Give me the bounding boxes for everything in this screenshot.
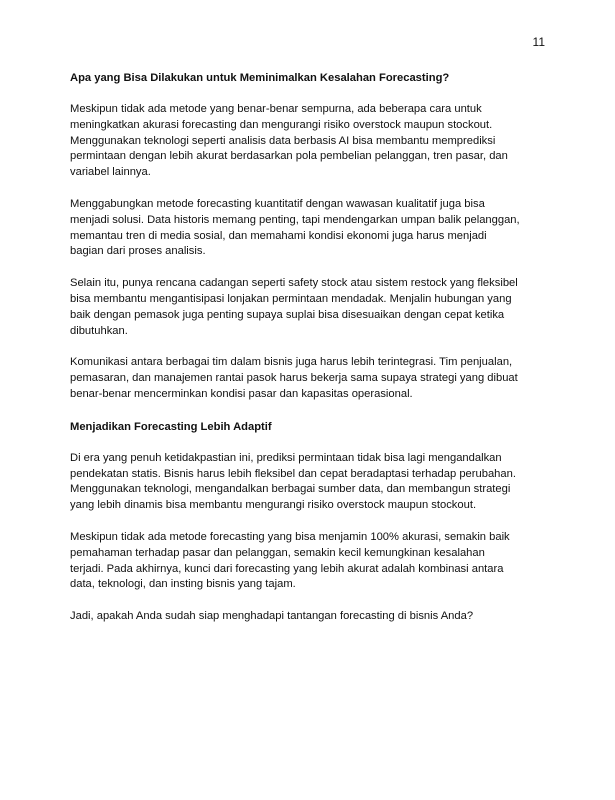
text-line: Meskipun tidak ada metode forecasting yang bisa menjamin 100% akurasi, semakin baik [70, 530, 510, 543]
text-line: pemasaran, dan manajemen rantai pasok harus bekerja sama supaya strategi yang dibuat [70, 372, 518, 385]
text-line: variabel lainnya. [70, 166, 151, 179]
section-heading-adaptive-forecasting: Menjadikan Forecasting Lebih Adaptif [70, 420, 272, 433]
text-line: baik dengan pemasok juga penting supaya suplai bisa disesuaikan dengan cepat ketika [70, 308, 505, 321]
text-line: Di era yang penuh ketidakpastian ini, prediksi permintaan tidak bisa lagi mengandalkan [70, 451, 502, 464]
text-line: terjadi. Pada akhirnya, kunci dari forecasting yang lebih akurat adalah kombinasi antara [70, 562, 504, 575]
text-line: Menggabungkan metode forecasting kuantitatif dengan wawasan kualitatif juga bisa [70, 197, 485, 210]
text-line: Jadi, apakah Anda sudah siap menghadapi tantangan forecasting di bisnis Anda? [70, 610, 474, 623]
text-line: menjadi solusi. Data historis memang penting, tapi mendengarkan umpan balik pelanggan, [70, 213, 520, 226]
paragraph-methods [70, 102, 550, 181]
text-line: Meskipun tidak ada metode yang benar-benar sempurna, ada beberapa cara untuk [70, 103, 482, 115]
text-line: yang lebih dinamis bisa membantu mengurangi risiko overstock maupun stockout. [70, 499, 477, 512]
paragraph-communication [70, 355, 550, 402]
text-line: memantau tren di media sosial, dan memahami kondisi ekonomi juga harus menjadi [70, 229, 487, 242]
text-line: Menggunakan teknologi seperti analisis data berbasis AI bisa membantu memprediksi [70, 134, 496, 147]
text-line: Komunikasi antara berbagai tim dalam bisnis juga harus lebih terintegrasi. Tim penjualan, [70, 356, 513, 369]
page-content [70, 70, 550, 641]
text-line: Selain itu, punya rencana cadangan seperti safety stock atau sistem restock yang fleksibel [70, 277, 518, 290]
text-line: meningkatkan akurasi forecasting dan mengurangi risiko overstock maupun stockout. [70, 118, 493, 131]
text-line: permintaan dengan lebih akurat berdasarkan pola pembelian pelanggan, tren pasar, dan [70, 150, 508, 163]
paragraph-accuracy [70, 530, 550, 593]
text-line: bagian dari proses analisis. [70, 245, 206, 258]
page-number: 11 [532, 35, 545, 49]
paragraph-backup-plan [70, 276, 550, 339]
paragraph-closing-question [70, 609, 550, 625]
text-line: benar-benar mencerminkan kondisi pasar dan kapasitas operasional. [70, 387, 413, 400]
text-line: dibutuhkan. [70, 324, 128, 337]
text-line: pemahaman terhadap pasar dan pelanggan, semakin kecil kemungkinan kesalahan [70, 546, 485, 559]
text-line: bisa membantu mengantisipasi lonjakan permintaan mendadak. Menjalin hubungan yang [70, 292, 512, 305]
text-line: Menggunakan teknologi, mengandalkan berbagai sumber data, dan membangun strategi [70, 483, 511, 496]
paragraph-uncertainty [70, 451, 550, 514]
paragraph-combine-methods [70, 197, 550, 260]
text-line: data, teknologi, dan insting bisnis yang tajam. [70, 578, 296, 591]
section-heading-minimize-errors: Apa yang Bisa Dilakukan untuk Meminimalkan Kesalahan Forecasting? [70, 72, 450, 84]
text-line: pendekatan statis. Bisnis harus lebih fleksibel dan cepat beradaptasi terhadap perubahan. [70, 467, 516, 480]
